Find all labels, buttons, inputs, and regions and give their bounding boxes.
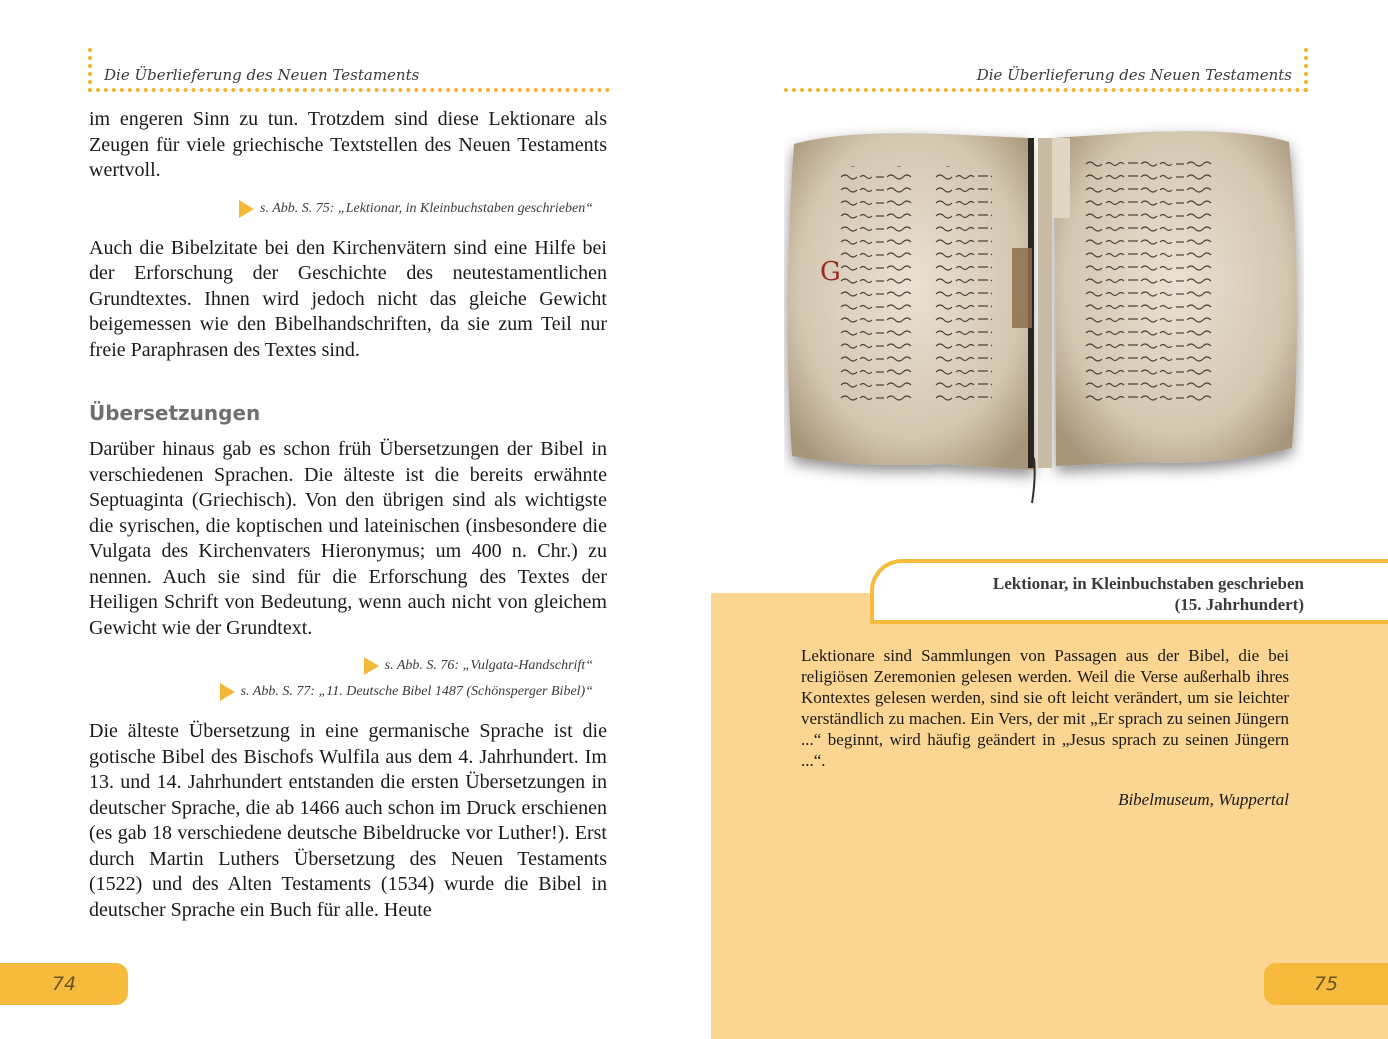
triangle-bullet-icon — [239, 200, 254, 218]
triangle-bullet-icon — [364, 657, 379, 675]
page-number-right — [1264, 963, 1388, 1005]
caption-text: Lektionare sind Sammlungen von Passagen aus der Bibel, die bei religiösen Zeremonien gelesen werden. Weil die Verse außerhalb ihres Kontextes gelesen werden, sind sie oft leicht verändert, um sie leichter verständlich zu machen. Ein Vers, der mit „Er sprach zu seinen Jüngern ...“ beginnt, wird häufig geändert in „Jesus sprach zu seinen Jüngern ...“. — [801, 646, 1289, 770]
paragraph-2: Auch die Bibelzitate bei den Kirchenvätern sind eine Hilfe bei der Erforschung der Geschichte des neutestamentlichen Grundtextes. Ihnen wird jedoch nicht das gleiche Gewicht beigemessen wie den Bibelhandschriften, da sie zum Teil nur freie Paraphrasen des Textes sind. — [89, 236, 607, 361]
body-column-left — [89, 107, 607, 923]
page-number-right-text: 75 — [1313, 973, 1339, 995]
figure-reference-3-text: s. Abb. S. 77: „11. Deutsche Bibel 1487 (Schönsperger Bibel)“ — [240, 684, 593, 700]
red-initial-glyph: G — [820, 257, 841, 287]
right-page — [694, 0, 1388, 1039]
caption-title-line-1: Lektionar, in Kleinbuchstaben geschrieben — [992, 574, 1304, 593]
caption-title — [993, 573, 1304, 615]
figure-reference-2-text: s. Abb. S. 76: „Vulgata-Handschrift“ — [384, 658, 593, 674]
section-heading: Übersetzungen — [89, 401, 261, 425]
figure-reference-1 — [89, 200, 607, 218]
figure-reference-3 — [89, 683, 607, 701]
paragraph-1: im engeren Sinn zu tun. Trotzdem sind diese Lektionare als Zeugen für viele griechische Textstellen des Neuen Testaments wertvoll. — [89, 108, 607, 181]
paragraph-3: Darüber hinaus gab es schon früh Übersetzungen der Bibel in verschiedenen Sprachen. Die älteste ist die bereits erwähnte Septuaginta (Griechisch). Von den übrigen sind als wichtigste die syrischen, die koptischen und lateinischen (insbesondere die Vulgata des Kirchenvaters Hieronymus; um 400 n. Chr.) zu nennen. Auch sie sind für die Erforschung des Textes der Heiligen Schrift von Bedeutung, wenn auch nicht von gleichem Gewicht wie der Grundtext. — [89, 438, 607, 639]
paragraph-4: Die älteste Übersetzung in eine germanische Sprache ist die gotische Bibel des Bischofs Wulfila aus dem 4. Jahrhundert. Im 13. und 14. Jahrhundert entstanden die ersten Übersetzungen in deutscher Sprache, die ab 1466 auch schon im Druck erschienen (es gab 18 verschiedene deutsche Bibeldrucke vor Luther!). Erst durch Martin Luthers Übersetzung des Neuen Testaments (1522) und des Alten Testaments (1534) wurde die Bibel in deutscher Sprache ein Buch für alle. Heute — [89, 720, 607, 921]
lectionary-photo — [784, 118, 1304, 508]
page-number-left — [0, 963, 128, 1005]
running-head-right-text: Die Überlieferung des Neuen Testaments — [976, 66, 1292, 84]
running-head-right — [784, 48, 1308, 92]
lectionary-manuscript-image — [784, 118, 1304, 508]
caption-source: Bibelmuseum, Wuppertal — [1118, 790, 1289, 809]
page-number-left-text: 74 — [51, 973, 77, 995]
figure-reference-2 — [89, 657, 607, 675]
running-head-left — [88, 48, 610, 92]
caption-title-line-2: (15. Jahrhundert) — [1174, 595, 1304, 614]
figure-reference-1-text: s. Abb. S. 75: „Lektionar, in Kleinbuchstaben geschrieben“ — [260, 200, 593, 216]
running-head-left-text: Die Überlieferung des Neuen Testaments — [104, 66, 420, 84]
triangle-bullet-icon — [220, 683, 235, 701]
